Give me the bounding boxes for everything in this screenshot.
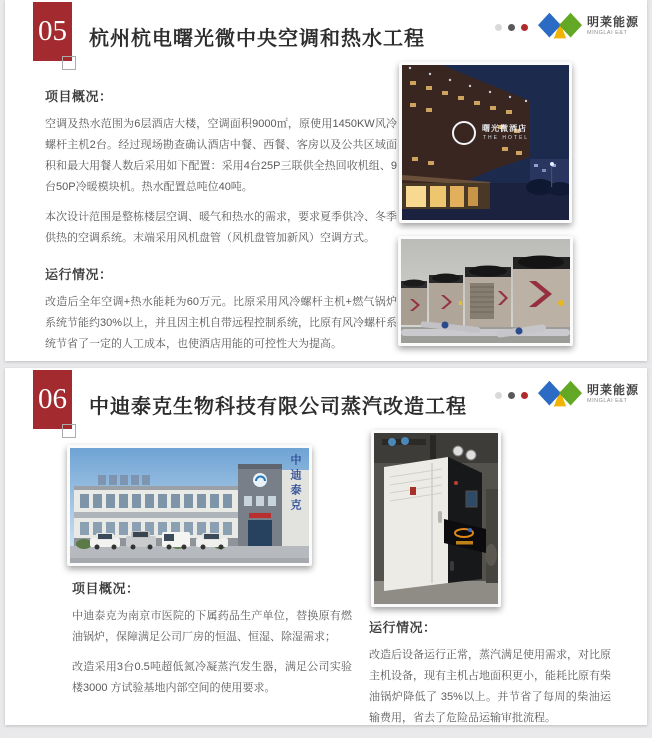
card06-right-text-column xyxy=(369,617,611,738)
brand-name-en: MINGLAI E&T xyxy=(586,397,628,404)
brand-name-en: MINGLAI E&T xyxy=(586,29,628,36)
dot-red-icon xyxy=(521,24,528,31)
hotel-photo-art xyxy=(402,65,569,220)
operation-label: 运行情况： xyxy=(369,620,437,635)
operation-paragraph: 改造后设备运行正常，蒸汽满足使用需求，对比原主机设备，现有主机占地面积更小，能耗比原有柴油锅炉降低了 35%以上。并节省了每周的柴油运输费用，省去了危险品运输审批流程。 xyxy=(369,649,611,724)
project-number-badge: 05 xyxy=(33,2,72,61)
decorative-square xyxy=(62,424,76,438)
brand-dots xyxy=(495,24,528,31)
dot-dark-icon xyxy=(508,392,515,399)
hotel-sign-ring-icon xyxy=(452,121,476,145)
heat-pump-photo-art xyxy=(401,239,570,343)
project-title: 中迪泰克生物科技有限公司蒸汽改造工程 xyxy=(89,396,467,418)
brand-header xyxy=(495,10,639,42)
decorative-square xyxy=(62,56,76,70)
overview-paragraph: 改造采用3台0.5吨超低氮冷凝蒸汽发生器，满足公司实验楼3000 方试验基地内部空间的使用要求。 xyxy=(72,661,352,694)
steam-generator-photo-art xyxy=(374,433,498,604)
project-card-05 xyxy=(5,0,647,361)
overview-label: 项目概况： xyxy=(45,89,113,104)
operation-paragraph: 改造后全年空调+热水能耗为60万元。比原采用风冷螺杆主机+燃气锅炉系统节能约30%以上，并且因主机自带远程控制系统，比原有风冷螺杆系统节省了一定的人工成本，也使酒店用能的可控性大为提高。 xyxy=(45,296,398,350)
steam-generator-photo xyxy=(371,430,501,607)
brand-name-cn: 明莱能源 xyxy=(586,383,639,398)
heat-pump-units-photo xyxy=(398,236,573,346)
hotel-sign-en: THE HOTEL xyxy=(483,135,530,141)
brand-name xyxy=(587,384,639,403)
dot-light-icon xyxy=(495,392,502,399)
overview-label: 项目概况： xyxy=(72,581,140,596)
hotel-night-photo xyxy=(399,62,572,223)
dot-dark-icon xyxy=(508,24,515,31)
project-title: 杭州杭电曙光微中央空调和热水工程 xyxy=(89,28,425,50)
minglai-logo-icon xyxy=(538,10,582,42)
factory-building-photo xyxy=(67,445,312,566)
brand-header xyxy=(495,378,639,410)
brand-name-cn: 明莱能源 xyxy=(586,15,639,30)
minglai-logo-icon xyxy=(538,378,582,410)
overview-paragraph: 中迪泰克为南京市医院的下属药品生产单位，替换原有燃油锅炉，保障满足公司厂房的恒温、恒湿、除湿需求； xyxy=(72,610,352,643)
dot-red-icon xyxy=(521,392,528,399)
hotel-sign-cn: 曙光微酒店 xyxy=(482,124,527,133)
operation-label: 运行情况： xyxy=(45,267,113,282)
dot-light-icon xyxy=(495,24,502,31)
project-card-06 xyxy=(5,368,647,725)
brand-dots xyxy=(495,392,528,399)
card06-left-text-column xyxy=(72,578,352,708)
project-number-badge: 06 xyxy=(33,370,72,429)
building-sign-text: 中迪泰克 xyxy=(289,454,301,514)
overview-paragraph: 空调及热水范围为6层酒店大楼，空调面积9000㎡，原使用1450KW风冷螺杆主机2台。经过现场勘查确认酒店中餐、西餐、客房以及公共区域面积和最大用餐人数后采用如下配置：采用4台25P三联供全热回收机组、9台50P冷暖模块机。热水配置总吨位40吨。 xyxy=(45,118,397,193)
overview-paragraph: 本次设计范围是整栋楼层空调、暖气和热水的需求，要求夏季供冷、冬季供热的空调系统。末端采用风机盘管（风机盘管加新风）空调方式。 xyxy=(45,211,397,244)
factory-photo-art xyxy=(70,448,309,563)
card05-text-column xyxy=(45,86,397,364)
brand-name xyxy=(587,16,639,35)
